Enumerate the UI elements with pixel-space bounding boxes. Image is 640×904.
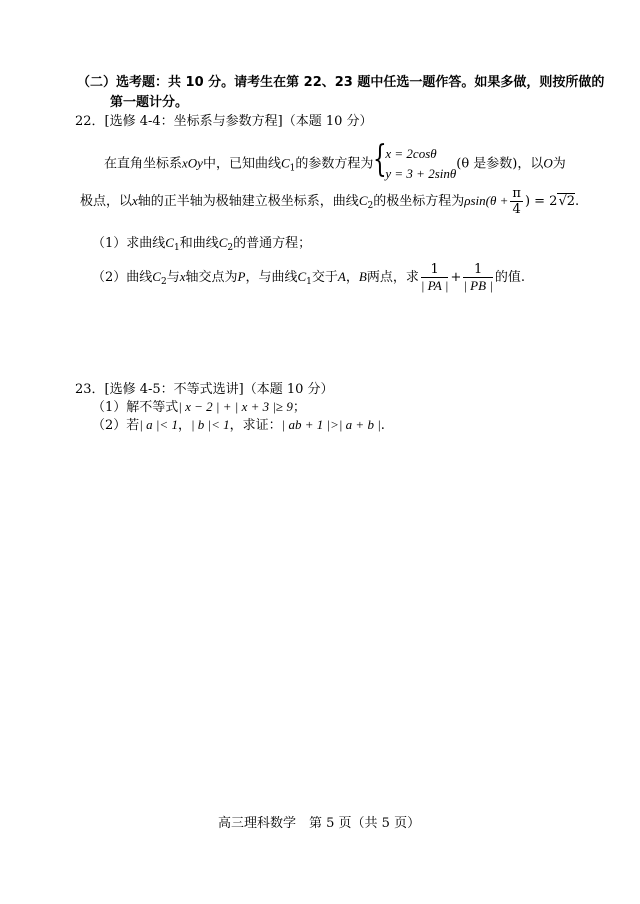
q23-part2: （2）若| a |< 1，| b |< 1，求证：| ab + 1 |>| a + b |.	[92, 417, 385, 433]
brace-glyph: {	[373, 139, 388, 180]
q22-part2: （2）曲线$C_2$与x轴交点为P，与曲线$C_1$交于A，B两点，求 $\frac{1}{| PA |}$ + $\frac{1}{| PB |}$ 的值.	[92, 262, 526, 293]
q23-part1: （1）解不等式| x − 2 | + | x + 3 |≥ 9；	[92, 399, 306, 415]
pi-over-4: $\frac{\pi}{4}$	[512, 186, 521, 217]
sqrt-2: √2	[558, 194, 576, 209]
section-header-line2: 第一题计分。	[110, 95, 189, 110]
fraction-1-over-pb: $\frac{1}{| PB |}$	[463, 262, 493, 293]
section-header-line1: （二）选考题：共 10 分。请考生在第 22、23 题中任选一题作答。如果多做，则按所做的	[77, 75, 605, 90]
q22-paragraph2: 极点，以x轴的正半轴为极轴建立极坐标系，曲线$C_2$的极坐标方程为ρsin(θ + $\frac{\pi}{4}$ ) = 2√2.	[80, 186, 580, 217]
q22-heading: 22．[选修 4-4：坐标系与参数方程]（本题 10 分）	[75, 114, 373, 129]
q23-heading: 23．[选修 4-5：不等式选讲]（本题 10 分）	[75, 382, 334, 397]
page-footer: 高三理科数学 第 5 页（共 5 页）	[218, 816, 421, 831]
var-xoy: xOy	[182, 155, 203, 171]
fraction-1-over-pa: $\frac{1}{| PA |}$	[420, 262, 449, 293]
q22-part1: （1）求曲线$C_1$和曲线$C_2$的普通方程；	[92, 235, 312, 253]
parametric-system: { x = 2cosθ y = 3 + 2sinθ	[373, 139, 457, 181]
q22-paragraph1: 在直角坐标系xOy中，已知曲线$C_1$的参数方程为 { x = 2cosθ y = 3 + 2sinθ (θ 是参数)，以O为	[104, 144, 566, 184]
